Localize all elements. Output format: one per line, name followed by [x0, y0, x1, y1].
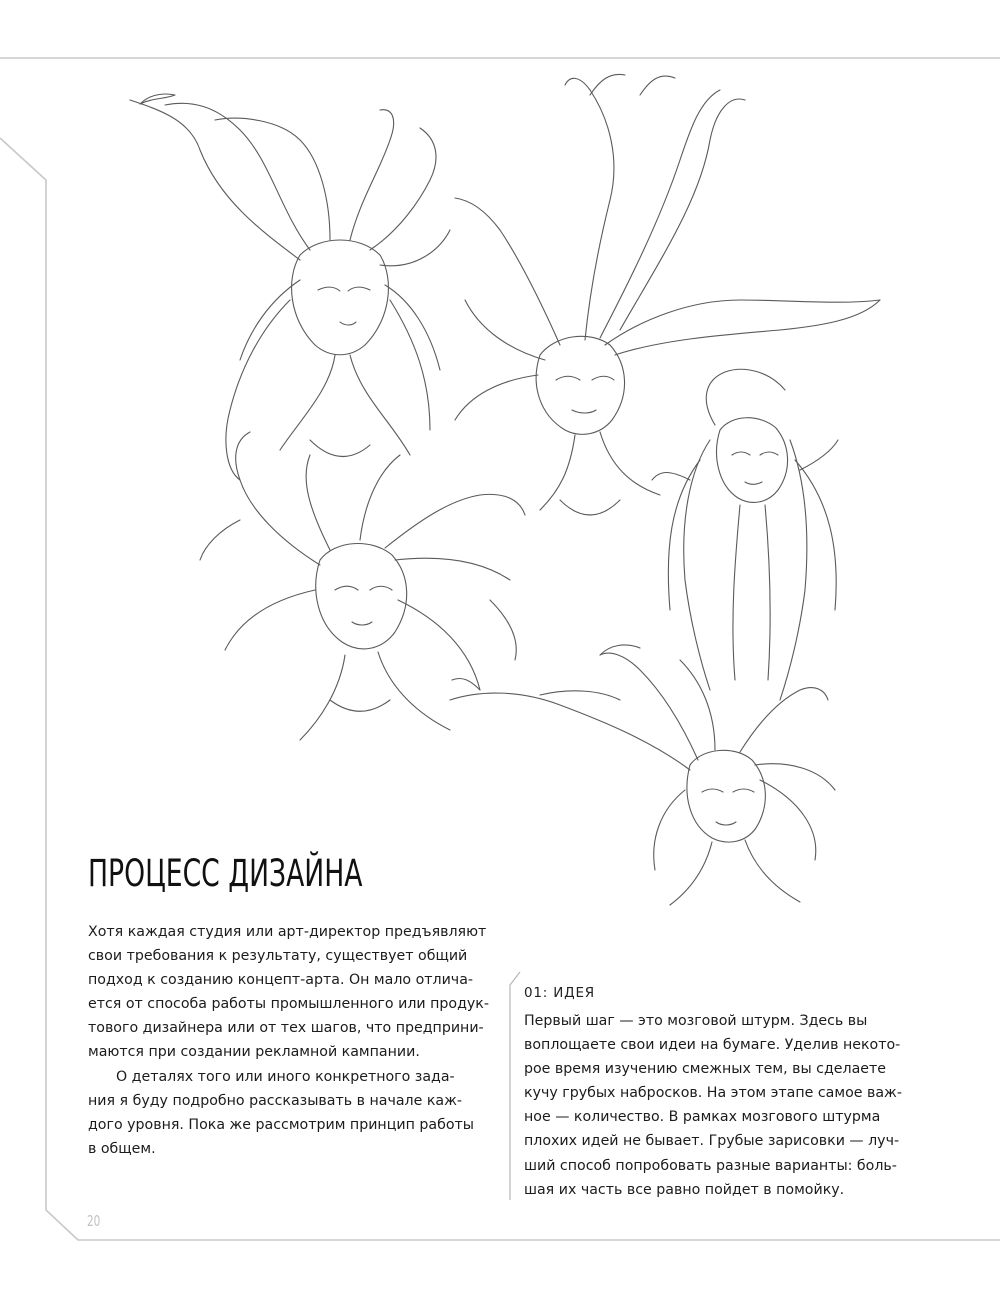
step-text-line: плохих идей не бывает. Грубые зарисовки — луч- [524, 1133, 900, 1150]
intro-text-line: Хотя каждая студия или арт-директор предъявляют [88, 924, 487, 940]
intro-text-line: маются при создании рекламной кампании. [88, 1044, 420, 1061]
intro-text-column [88, 920, 488, 1161]
sketch-figure-top-center [455, 74, 880, 515]
step-heading: 01: ИДЕЯ [524, 985, 595, 1001]
intro-text-line: дого уровня. Пока же рассмотрим принцип работы [88, 1116, 474, 1133]
step-text-line: ший способ попробовать разные варианты: боль- [524, 1157, 897, 1174]
intro-text-line: ется от способа работы промышленного или продук- [88, 996, 489, 1013]
step-text-line: рое время изучению смежных тем, вы сделаете [524, 1061, 886, 1078]
sketch-figure-bottom-right [450, 645, 835, 905]
intro-text-line: в общем. [88, 1140, 156, 1157]
step-text-line: кучу грубых набросков. На этом этапе самое важ- [524, 1085, 902, 1102]
intro-text-line: О деталях того или иного конкретного зада- [116, 1068, 455, 1085]
step-text-line: воплощаете свои идеи на бумаге. Уделив некото- [524, 1037, 901, 1054]
step-text-column [524, 1009, 904, 1202]
intro-text-line: тового дизайнера или от тех шагов, что предприни- [88, 1020, 484, 1037]
sketch-figure-right [652, 369, 838, 700]
sketch-figure-top-left [130, 94, 450, 480]
intro-text-line: свои требования к результату, существует общий [88, 948, 468, 965]
section-title: ПРОЦЕСС ДИЗАЙНА [88, 852, 363, 895]
step-text-line: Первый шаг — это мозговой штурм. Здесь вы [524, 1013, 868, 1029]
intro-text-line: ния я буду подробно рассказывать в начале каж- [88, 1092, 463, 1109]
intro-text-line: подход к созданию концепт-арта. Он мало отлича- [88, 972, 474, 989]
page-number: 20 [87, 1212, 101, 1230]
step-text-line: шая их часть все равно пойдет в помойку. [524, 1181, 845, 1198]
step-text-line: ное — количество. В рамках мозгового штурма [524, 1109, 881, 1126]
